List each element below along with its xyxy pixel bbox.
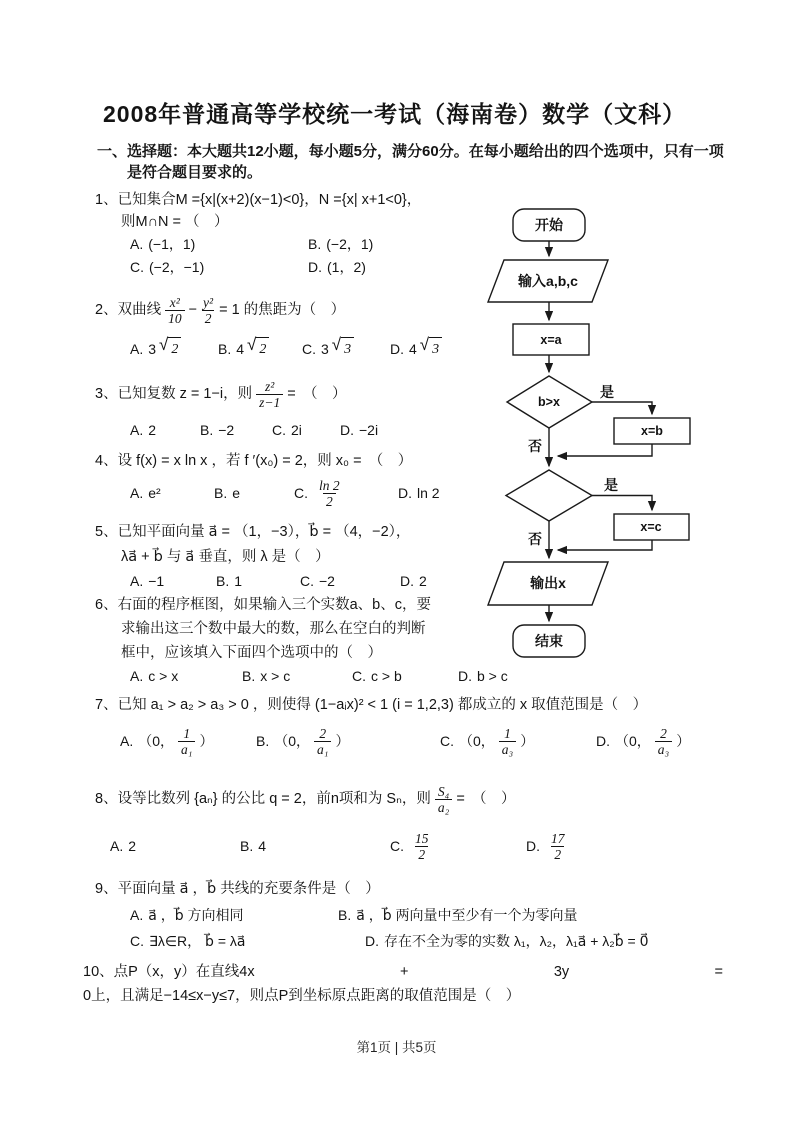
sqrt-expression: [420, 337, 442, 361]
option-letter: C.: [272, 422, 286, 438]
option-open: （0，: [615, 732, 651, 749]
option-value: a⃗ ，b⃗ 两向量中至少有一个为零向量: [356, 907, 578, 923]
option-c: [272, 419, 340, 442]
question-8: [83, 776, 733, 868]
fraction-denominator: a₂: [435, 799, 452, 815]
question-number: 9、: [95, 881, 118, 897]
fraction-numerator: y²: [203, 294, 214, 310]
end-label: 结束: [535, 633, 563, 649]
question-text: 双曲线: [117, 302, 162, 318]
radicand: 3: [341, 337, 354, 361]
option-value: b > c: [477, 668, 508, 684]
option-value: (−2，−1): [149, 259, 205, 275]
option-b: [242, 665, 352, 688]
radicand: 3: [429, 337, 442, 361]
option-value: ln 2: [417, 484, 440, 501]
option-letter: A.: [130, 573, 144, 589]
option-value: a⃗ ，b⃗ 方向相同: [148, 907, 244, 923]
radicand: 2: [256, 337, 269, 361]
option-letter: B.: [216, 573, 230, 589]
option-letter: D.: [596, 732, 610, 749]
option-value: 2i: [291, 422, 302, 438]
option-letter: D.: [390, 340, 404, 357]
question-text: = （ ）: [287, 386, 347, 402]
question-text: 设等比数列 {aₙ} 的公比 q = 2，前n项和为 Sₙ，则: [117, 791, 431, 807]
option-letter: A.: [130, 422, 144, 438]
option-b: [338, 902, 577, 928]
option-letter: A.: [130, 668, 144, 684]
option-a: [130, 337, 218, 361]
start-label: 开始: [535, 217, 563, 233]
option-b: [216, 570, 300, 593]
fraction-denominator: a₁: [178, 741, 195, 757]
fraction: [655, 726, 672, 757]
fraction: [256, 379, 283, 410]
question-text: = 1 的焦距为（ ）: [219, 302, 346, 318]
radicand: 2: [168, 337, 181, 361]
yes-label-1: 是: [600, 384, 614, 400]
option-a: [130, 419, 200, 442]
option-letter: B.: [338, 907, 352, 923]
input-label: 输入a,b,c: [518, 273, 578, 289]
fraction-denominator: z−1: [256, 394, 283, 410]
fraction-numerator: 1: [183, 725, 191, 741]
question-7: [83, 692, 733, 764]
options-row: [83, 928, 733, 954]
fraction: [314, 726, 331, 757]
option-letter: D.: [526, 837, 540, 854]
sqrt-expression: [332, 337, 354, 361]
option-letter: A.: [130, 484, 144, 501]
option-letter: D.: [458, 668, 472, 684]
fraction: [499, 726, 516, 757]
option-letter: A.: [130, 340, 144, 357]
assign-b-label: x=b: [641, 424, 663, 438]
fraction-denominator: 2: [551, 846, 564, 862]
output-label: 输出x: [530, 575, 566, 591]
question-text: λa⃗ + b⃗ 与 a⃗ 垂直，则 λ 是（ ）: [121, 549, 330, 565]
option-value: (1，2): [327, 259, 366, 275]
option-letter: D.: [365, 933, 379, 949]
question-text: 求输出这三个数中最大的数，那么在空白的判断: [121, 621, 426, 637]
fraction-denominator: 2: [202, 310, 215, 326]
fraction-numerator: 1: [504, 725, 511, 741]
option-a: [130, 482, 214, 505]
option-value: −2: [218, 422, 235, 438]
arrow-cond2-yes-to-assign-c: [592, 496, 652, 511]
option-value: e: [232, 484, 241, 501]
option-d: [458, 665, 508, 688]
fraction-denominator: a₁: [314, 741, 331, 757]
option-letter: D.: [340, 422, 354, 438]
fraction-numerator: x²: [169, 294, 180, 310]
fraction-denominator: a₃: [499, 741, 516, 757]
fraction: [201, 295, 215, 326]
fraction-numerator: z²: [265, 378, 275, 394]
question-text: 已知集合M ={x|(x+2)(x−1)<0}，N ={x| x+1<0}，: [117, 192, 422, 208]
fraction-numerator: 17: [551, 830, 565, 846]
option-letter: A.: [120, 732, 134, 749]
option-value: 4: [236, 340, 245, 357]
radical-sign: √: [419, 335, 430, 354]
option-d: [596, 726, 690, 757]
fraction-numerator: S₄: [437, 783, 450, 799]
option-letter: B.: [214, 484, 228, 501]
question-text: 设 f(x) = x ln x ，若 f ′(x₀) = 2，则 x₀ = （ ）: [117, 453, 413, 469]
fraction-denominator: 10: [165, 310, 185, 326]
option-value: ∃λ∈R， b⃗ = λa⃗: [149, 933, 246, 949]
option-letter: C.: [294, 484, 308, 501]
question-number: 10、: [83, 964, 114, 980]
instructions-line-1: 一、选择题：本大题共12小题，每小题5分，满分60分。在每小题给出的四个选项中，只有一项: [97, 143, 724, 160]
option-c: [300, 570, 400, 593]
option-letter: C.: [352, 668, 366, 684]
radical-sign: √: [159, 335, 169, 354]
fraction: [413, 831, 431, 862]
option-close: ）: [199, 732, 214, 749]
option-letter: B.: [242, 668, 256, 684]
option-a: [130, 902, 338, 928]
option-b: [218, 337, 302, 361]
option-c: [302, 337, 390, 361]
option-value: e²: [148, 484, 161, 501]
option-a: [130, 570, 216, 593]
option-letter: C.: [130, 933, 144, 949]
equals-sign: =: [714, 964, 723, 980]
fraction: [178, 726, 195, 757]
question-text: 已知 a₁ > a₂ > a₃ > 0 ，则使得 (1−aᵢx)² < 1 (i = 1,2,3) 都成立的 x 取值范围是（ ）: [117, 697, 648, 713]
option-c: [440, 726, 596, 757]
option-open: （0，: [459, 732, 495, 749]
option-letter: C.: [130, 259, 144, 275]
question-number: 7、: [95, 697, 118, 713]
fraction: [317, 478, 342, 509]
option-b: [240, 835, 390, 858]
option-value: 3: [321, 340, 329, 357]
option-letter: C.: [390, 837, 404, 854]
option-a: [120, 726, 256, 757]
option-open: （0，: [274, 732, 311, 749]
fraction: [435, 784, 452, 815]
fraction-numerator: 2: [319, 725, 327, 741]
section-instructions: [83, 141, 733, 183]
option-c: [352, 665, 458, 688]
option-letter: A.: [130, 907, 144, 923]
option-c: [390, 831, 526, 862]
sqrt-expression: [247, 337, 269, 361]
option-b: [308, 233, 373, 256]
option-b: [200, 419, 272, 442]
question-9: [83, 876, 733, 954]
option-value: (−1，1): [148, 236, 196, 252]
option-letter: A.: [110, 837, 124, 854]
option-value: c > x: [148, 668, 179, 684]
option-close: ）: [676, 732, 691, 749]
option-letter: C.: [440, 732, 454, 749]
option-value: 4: [409, 340, 417, 357]
radical-sign: √: [331, 335, 342, 354]
arrow-assign-b-merge: [558, 444, 652, 456]
option-open: （0，: [138, 732, 175, 749]
option-value: c > b: [371, 668, 402, 684]
options-row: [83, 824, 733, 868]
option-value: 2: [128, 837, 137, 854]
option-letter: C.: [302, 340, 316, 357]
question-number: 4、: [95, 453, 118, 469]
options-row: [83, 665, 733, 688]
option-a: [130, 665, 242, 688]
question-number: 3、: [95, 386, 118, 402]
page-title: 2008年普通高等学校统一考试（海南卷）数学（文科）: [103, 101, 687, 127]
question-number: 1、: [95, 192, 118, 208]
term-3y: 3y: [553, 964, 570, 980]
decision-1-label: b>x: [538, 395, 560, 409]
option-b: [214, 482, 294, 505]
no-label-1: 否: [528, 438, 542, 454]
fraction-numerator: ln 2: [319, 477, 340, 493]
option-b: [256, 726, 440, 757]
option-value: −2: [319, 573, 335, 589]
question-text: = （ ）: [456, 791, 516, 807]
option-value: 3: [148, 340, 157, 357]
option-d: [365, 928, 649, 954]
question-number: 8、: [95, 791, 118, 807]
fraction-denominator: a₃: [655, 741, 672, 757]
option-value: 存在不全为零的实数 λ₁，λ₂，λ₁a⃗ + λ₂b⃗ = 0⃗: [384, 933, 649, 949]
option-value: 2: [148, 422, 157, 438]
question-number: 5、: [95, 524, 118, 540]
option-a: [130, 233, 308, 256]
option-value: x > c: [260, 668, 291, 684]
option-d: [526, 831, 571, 862]
question-10: [83, 960, 733, 1008]
option-letter: B.: [308, 236, 322, 252]
arrow-cond1-yes-to-assign-b: [592, 402, 652, 414]
fraction: [165, 295, 185, 326]
option-d: [398, 482, 440, 505]
flowchart-figure: [452, 198, 718, 668]
question-text: 框中，应该填入下面四个选项中的（ ）: [121, 645, 382, 661]
options-row: [83, 902, 733, 928]
option-letter: D.: [400, 573, 414, 589]
option-letter: B.: [218, 340, 232, 357]
question-text: 已知复数 z = 1−i，则: [117, 386, 253, 402]
option-letter: B.: [200, 422, 214, 438]
option-d: [308, 256, 366, 279]
question-text: 0上，且满足−14≤x−y≤7，则点P到坐标原点距离的取值范围是（ ）: [83, 988, 521, 1004]
no-label-2: 否: [528, 531, 542, 547]
option-d: [400, 570, 427, 593]
option-letter: D.: [308, 259, 322, 275]
option-letter: B.: [256, 732, 270, 749]
page-footer: 第1页 | 共5页: [356, 1040, 437, 1055]
question-text: 右面的程序框图，如果输入三个实数a、b、c，要: [117, 597, 431, 613]
arrow-assign-c-merge: [558, 540, 652, 550]
instructions-line-2: 是符合题目要求的。: [127, 164, 263, 181]
option-letter: D.: [398, 484, 412, 501]
option-d: [340, 419, 378, 442]
option-d: [390, 337, 442, 361]
assign-a-label: x=a: [540, 333, 562, 347]
option-value: 2: [419, 573, 427, 589]
option-value: 4: [258, 837, 267, 854]
option-close: ）: [520, 732, 535, 749]
radical-sign: √: [247, 335, 257, 354]
option-a: [110, 835, 240, 858]
option-letter: A.: [130, 236, 144, 252]
sqrt-expression: [159, 337, 181, 361]
plus-sign: +: [400, 964, 409, 980]
question-text: 平面向量 a⃗ ，b⃗ 共线的充要条件是（ ）: [117, 881, 380, 897]
option-c: [294, 478, 398, 509]
options-row: [83, 718, 733, 764]
question-number: 6、: [95, 597, 118, 613]
option-close: ）: [335, 732, 350, 749]
option-value: −1: [148, 573, 165, 589]
option-letter: B.: [240, 837, 254, 854]
question-text-justified: [83, 960, 723, 984]
option-value: 1: [234, 573, 243, 589]
decision-2-node-blank: [506, 470, 592, 521]
question-start: [83, 960, 255, 984]
minus-sign: −: [188, 302, 198, 318]
fraction-numerator: 2: [660, 725, 667, 741]
question-text: 点P（x，y）在直线4x: [113, 964, 255, 980]
fraction-denominator: 2: [415, 846, 428, 862]
option-letter: C.: [300, 573, 314, 589]
option-value: (−2，1): [326, 236, 374, 252]
yes-label-2: 是: [604, 477, 618, 493]
option-value: −2i: [359, 422, 379, 438]
assign-c-label: x=c: [640, 520, 662, 534]
fraction: [549, 831, 567, 862]
option-c: [130, 928, 365, 954]
fraction-denominator: 2: [323, 493, 336, 509]
question-text: 则M∩N = （ ）: [121, 214, 229, 230]
question-text: 已知平面向量 a⃗ = （1，−3），b⃗ = （4，−2），: [117, 524, 411, 540]
question-number: 2、: [95, 302, 118, 318]
fraction-numerator: 15: [415, 830, 429, 846]
option-c: [130, 256, 308, 279]
